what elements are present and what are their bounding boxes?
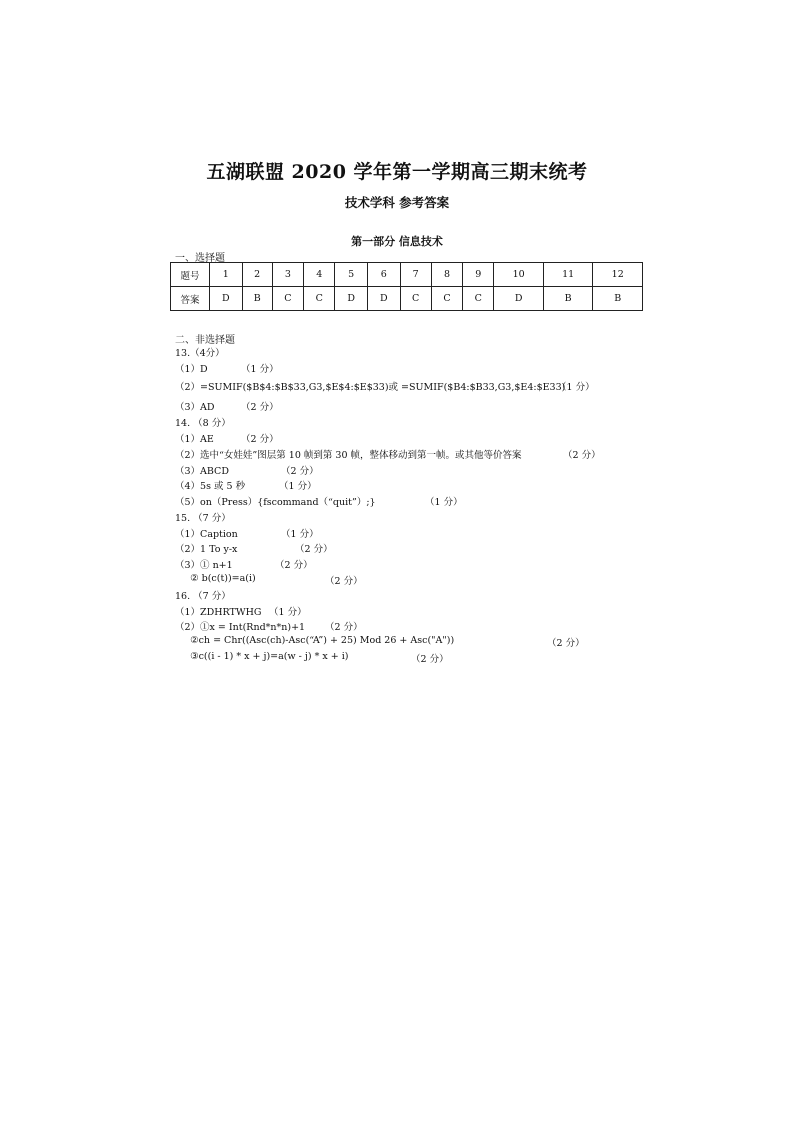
answer-text: （2）①x = Int(Rnd*n*n)+1: [175, 622, 306, 633]
answer-text: （1）ZDHRTWHG: [175, 607, 262, 618]
score-text: （2 分）: [547, 638, 585, 649]
answer-line: [175, 604, 307, 618]
answer-text: （2）1 To y-x: [175, 544, 238, 555]
question-number: 3: [272, 263, 303, 287]
answer-text: （1）Caption: [175, 529, 238, 540]
answer-cell: C: [463, 287, 494, 311]
question-number: 11: [543, 263, 592, 287]
answer-line: [175, 463, 319, 477]
answer-line: [175, 619, 363, 633]
answer-text: （2）=SUMIF($B$4:$B$33,G3,$E$4:$E$33)或 =SUMIF($B4:$B33,G3,$E4:$E33): [175, 382, 566, 393]
answer-cell: C: [400, 287, 431, 311]
answer-text: ②ch = Chr((Asc(ch)-Asc(“A”) + 25) Mod 26 + Asc("A")): [175, 635, 455, 646]
answer-table: [170, 262, 643, 311]
question-number: 2: [242, 263, 272, 287]
answer-text: （5）on（Press）{fscommand（“quit”）;}: [175, 497, 376, 508]
answer-text: （2）选中“女娃娃”图层第 10 帧到第 30 帧，整体移动到第一帧。或其他等价答案: [175, 450, 522, 461]
answer-text: 15. （7 分）: [175, 513, 231, 524]
answer-line: [175, 361, 279, 375]
answer-line: [175, 415, 231, 429]
section1-label: 一、选择题: [175, 253, 225, 264]
answer-text: （3）AD: [175, 402, 215, 413]
page-subtitle: 技术学科 参考答案: [344, 195, 450, 210]
question-number: 1: [210, 263, 243, 287]
section2-label: 二、非选择题: [175, 335, 235, 346]
answer-text: ② b(c(t))=a(i): [175, 573, 256, 584]
score-text: （1 分）: [425, 497, 463, 508]
row-label-number: 题号: [171, 263, 210, 287]
answer-line: [175, 526, 319, 540]
answer-line: [175, 573, 363, 587]
answer-text: （4）5s 或 5 秒: [175, 481, 246, 492]
score-text: （2 分）: [241, 434, 279, 445]
answer-cell: B: [593, 287, 643, 311]
answer-line: [175, 541, 333, 555]
answer-text: 14. （8 分）: [175, 418, 231, 429]
score-text: （1 分）: [557, 382, 595, 393]
score-text: （2 分）: [325, 622, 363, 633]
answer-cell: C: [272, 287, 303, 311]
question-number: 10: [494, 263, 543, 287]
answer-text: 13.（4分）: [175, 348, 225, 359]
score-text: （2 分）: [295, 544, 333, 555]
answer-line: [175, 635, 585, 649]
answer-line: [175, 510, 231, 524]
answer-line: [175, 399, 279, 413]
score-text: （2 分）: [241, 402, 279, 413]
score-text: （2 分）: [563, 450, 601, 461]
answer-cell: D: [210, 287, 243, 311]
score-text: （2 分）: [325, 576, 363, 587]
question-number-row: [171, 263, 643, 287]
score-text: （2 分）: [281, 466, 319, 477]
answer-line: [175, 431, 279, 445]
answer-text: （3）ABCD: [175, 466, 229, 477]
answer-text: （3）① n+1: [175, 560, 233, 571]
answer-cell: B: [543, 287, 592, 311]
question-number: 9: [463, 263, 494, 287]
answer-cell: D: [494, 287, 543, 311]
answer-row: [171, 287, 643, 311]
answer-line: [175, 447, 601, 461]
answer-text: ③c((i - 1) * x + j)=a(w - j) * x + i): [175, 651, 349, 662]
answer-cell: D: [335, 287, 368, 311]
answer-line: [175, 557, 313, 571]
answer-cell: C: [431, 287, 462, 311]
score-text: （2 分）: [411, 654, 449, 665]
question-number: 6: [367, 263, 400, 287]
answer-line: [175, 588, 231, 602]
answer-line: [175, 478, 317, 492]
answer-line: [175, 379, 595, 393]
score-text: （1 分）: [241, 364, 279, 375]
answer-line: [175, 651, 449, 665]
question-number: 5: [335, 263, 368, 287]
score-text: （1 分）: [279, 481, 317, 492]
answer-cell: D: [367, 287, 400, 311]
row-label-answer: 答案: [171, 287, 210, 311]
score-text: （1 分）: [281, 529, 319, 540]
answer-cell: B: [242, 287, 272, 311]
answer-line: [175, 494, 463, 508]
question-number: 4: [304, 263, 335, 287]
page-title: 五湖联盟 2020 学年第一学期高三期末统考: [206, 161, 588, 183]
question-number: 12: [593, 263, 643, 287]
score-text: （1 分）: [269, 607, 307, 618]
part-title: 第一部分 信息技术: [351, 235, 443, 248]
answer-text: 16. （7 分）: [175, 591, 231, 602]
answer-line: [175, 345, 225, 359]
answer-cell: C: [304, 287, 335, 311]
score-text: （2 分）: [275, 560, 313, 571]
question-number: 7: [400, 263, 431, 287]
question-number: 8: [431, 263, 462, 287]
answer-text: （1）D: [175, 364, 208, 375]
answer-text: （1）AE: [175, 434, 214, 445]
